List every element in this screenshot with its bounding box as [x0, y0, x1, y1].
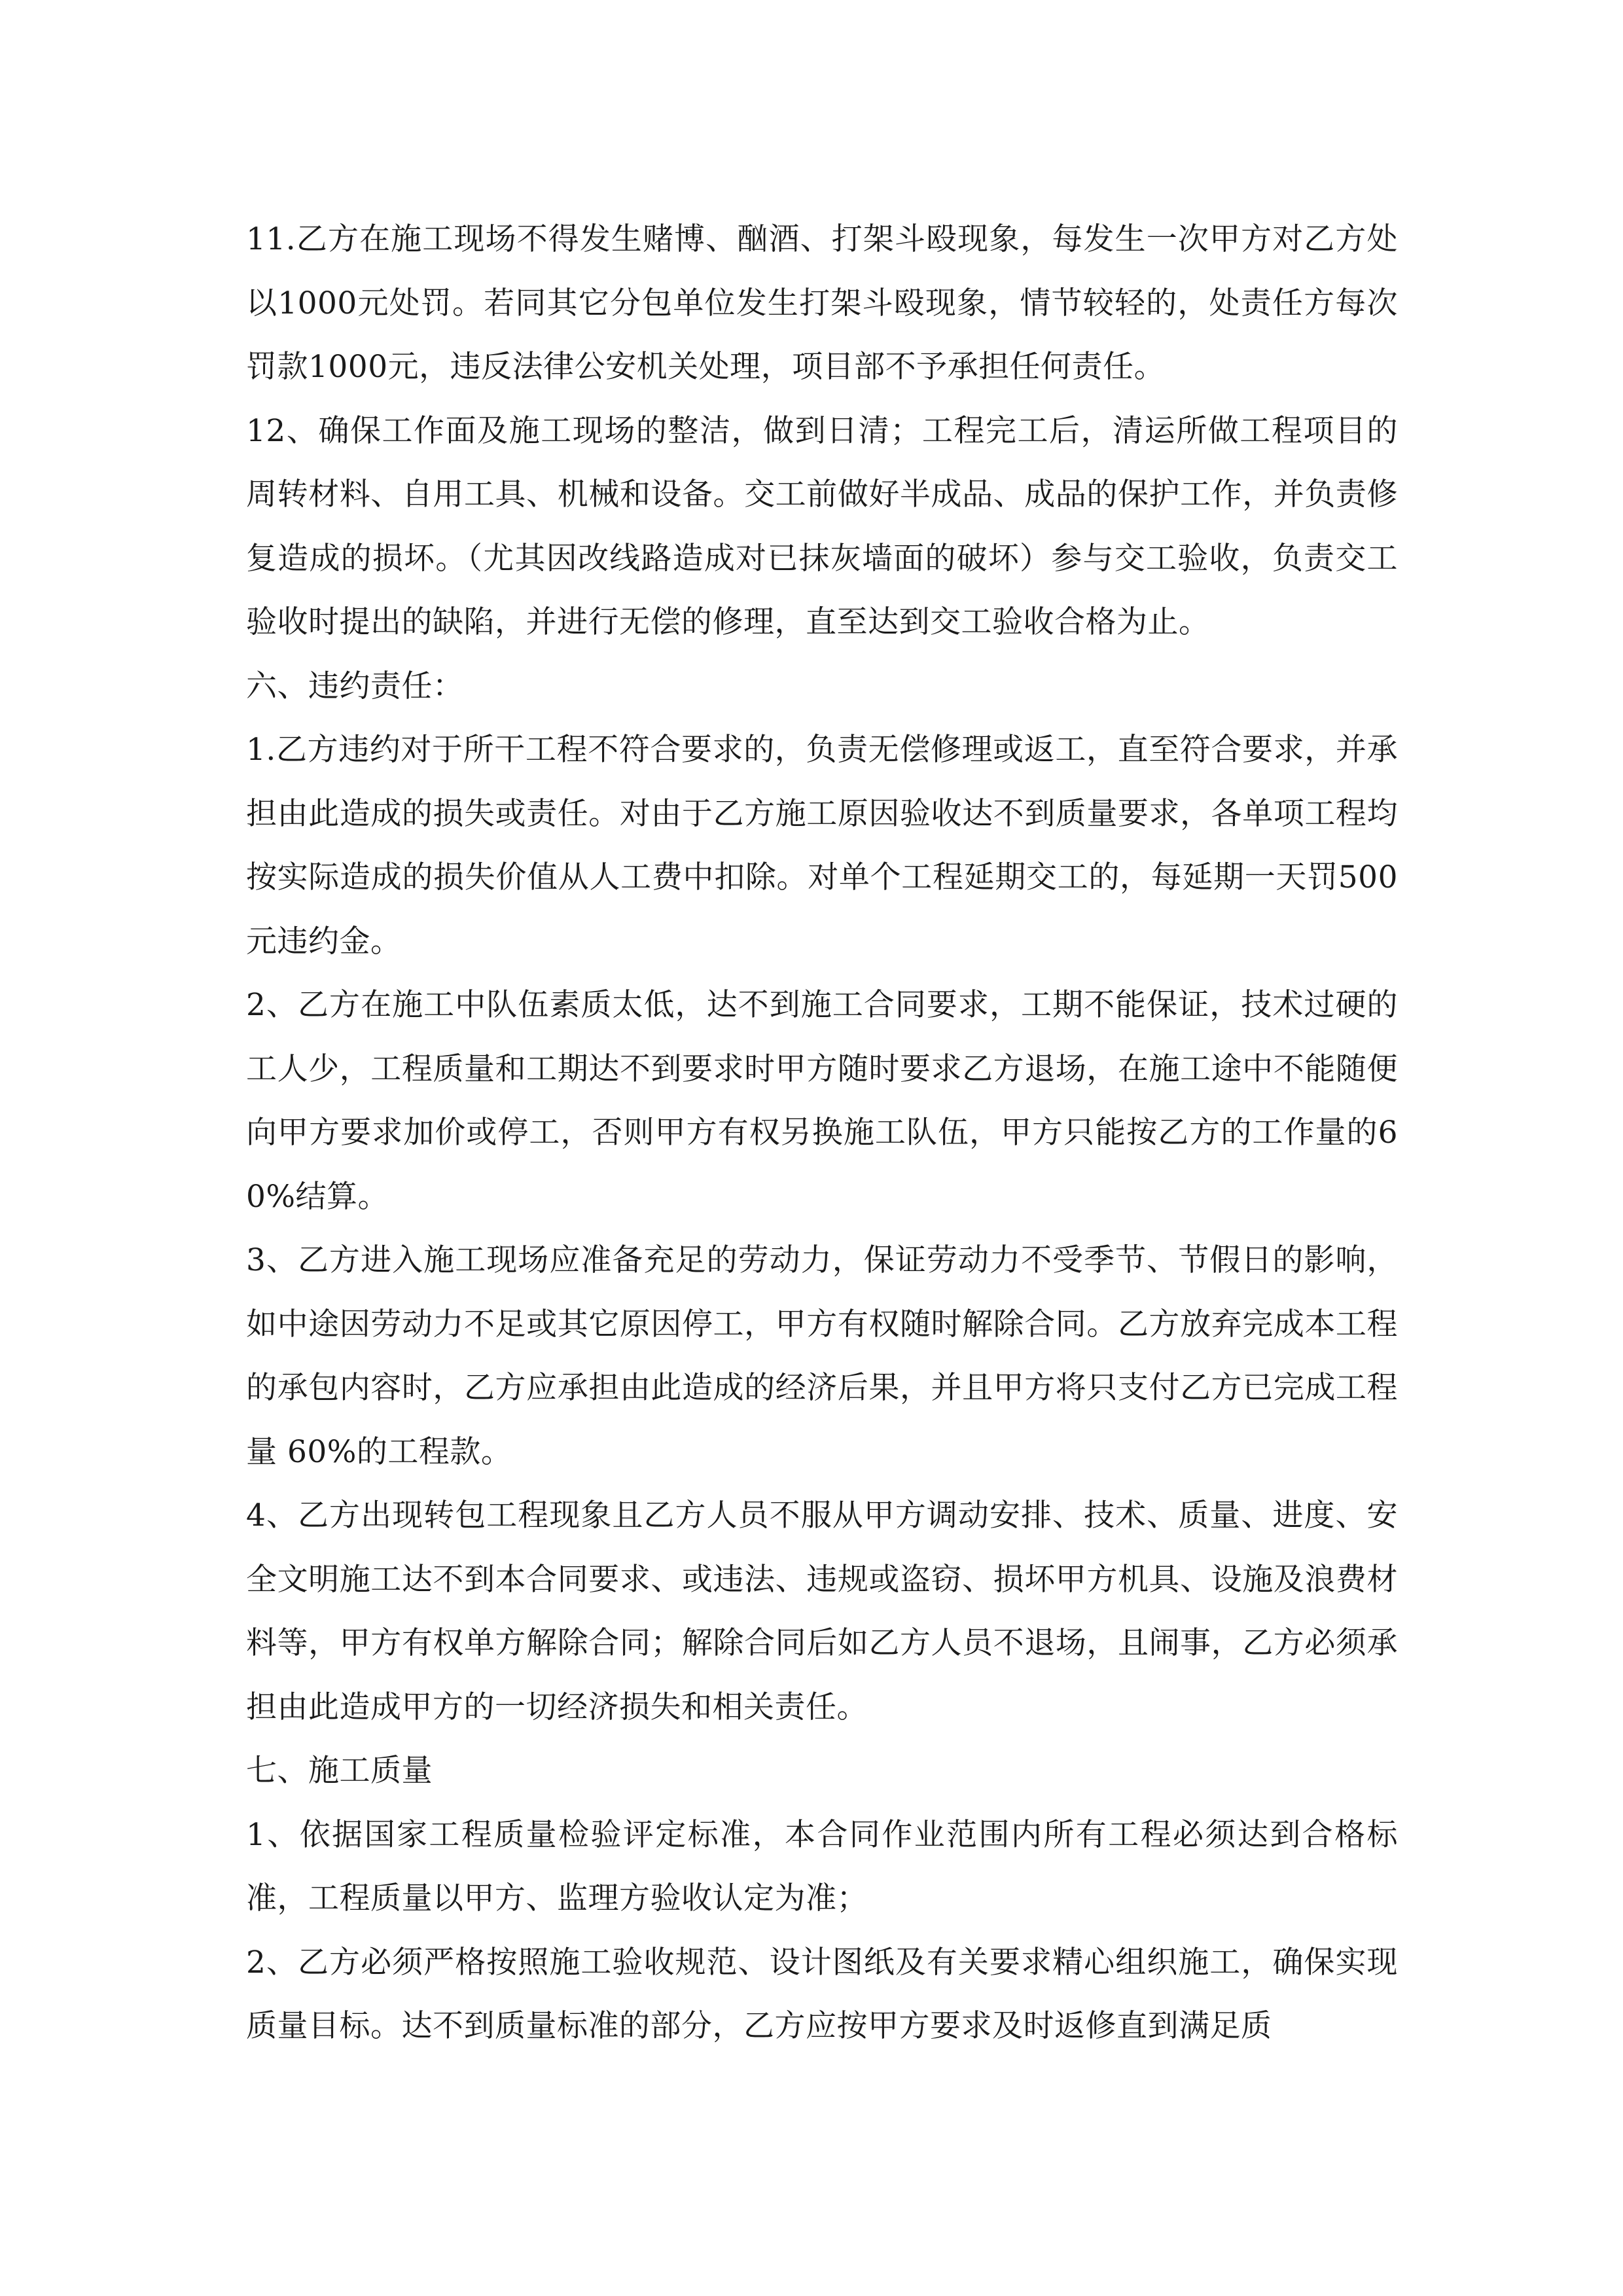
section-7-heading: 七、施工质量	[246, 1753, 433, 1789]
breach-clause-1-paragraph: 1.乙方违约对于所干工程不符合要求的，负责无偿修理或返工，直至符合要求，并承担由此造成的损失或责任。对由于乙方施工原因验收达不到质量要求，各单项工程均按实际造成的损失价值从人工费中扣除。对单个工程延期交工的，每延期一天罚500元违约金。	[246, 732, 1398, 960]
breach-clause-4-paragraph: 4、乙方出现转包工程现象且乙方人员不服从甲方调动安排、技术、质量、进度、安全文明施工达不到本合同要求、或违法、违规或盗窃、损坏甲方机具、设施及浪费材料等，甲方有权单方解除合同；解除合同后如乙方人员不退场，且闹事，乙方必须承担由此造成甲方的一切经济损失和相关责任。	[246, 1498, 1398, 1725]
quality-clause-1-paragraph: 1、依据国家工程质量检验评定标准，本合同作业范围内所有工程必须达到合格标准，工程质量以甲方、监理方验收认定为准；	[246, 1816, 1398, 1916]
breach-clause-2-paragraph: 2、乙方在施工中队伍素质太低，达不到施工合同要求，工期不能保证，技术过硬的工人少，工程质量和工期达不到要求时甲方随时要求乙方退场，在施工途中不能随便向甲方要求加价或停工，否则甲方有权另换施工队伍，甲方只能按乙方的工作量的60%结算。	[246, 987, 1398, 1215]
quality-clause-2-paragraph: 2、乙方必须严格按照施工验收规范、设计图纸及有关要求精心组织施工，确保实现质量目标。达不到质量标准的部分，乙方应按甲方要求及时返修直到满足质	[246, 1944, 1398, 2044]
document-page	[246, 207, 1398, 2058]
clause-12-paragraph: 12、确保工作面及施工现场的整洁，做到日清；工程完工后，清运所做工程项目的周转材料、自用工具、机械和设备。交工前做好半成品、成品的保护工作，并负责修复造成的损坏。（尤其因改线路造成对已抹灰墙面的破坏）参与交工验收，负责交工验收时提出的缺陷，并进行无偿的修理，直至达到交工验收合格为止。	[246, 412, 1398, 640]
clause-11-paragraph: 11.乙方在施工现场不得发生赌博、酗酒、打架斗殴现象，每发生一次甲方对乙方处以1000元处罚。若同其它分包单位发生打架斗殴现象，情节较轻的，处责任方每次罚款1000元，违反法律公安机关处理，项目部不予承担任何责任。	[246, 221, 1398, 385]
section-6-heading: 六、违约责任：	[246, 668, 464, 704]
breach-clause-3-paragraph: 3、乙方进入施工现场应准备充足的劳动力，保证劳动力不受季节、节假日的影响，如中途因劳动力不足或其它原因停工，甲方有权随时解除合同。乙方放弃完成本工程的承包内容时，乙方应承担由此造成的经济后果，并且甲方将只支付乙方已完成工程量 60%的工程款。	[246, 1242, 1398, 1470]
